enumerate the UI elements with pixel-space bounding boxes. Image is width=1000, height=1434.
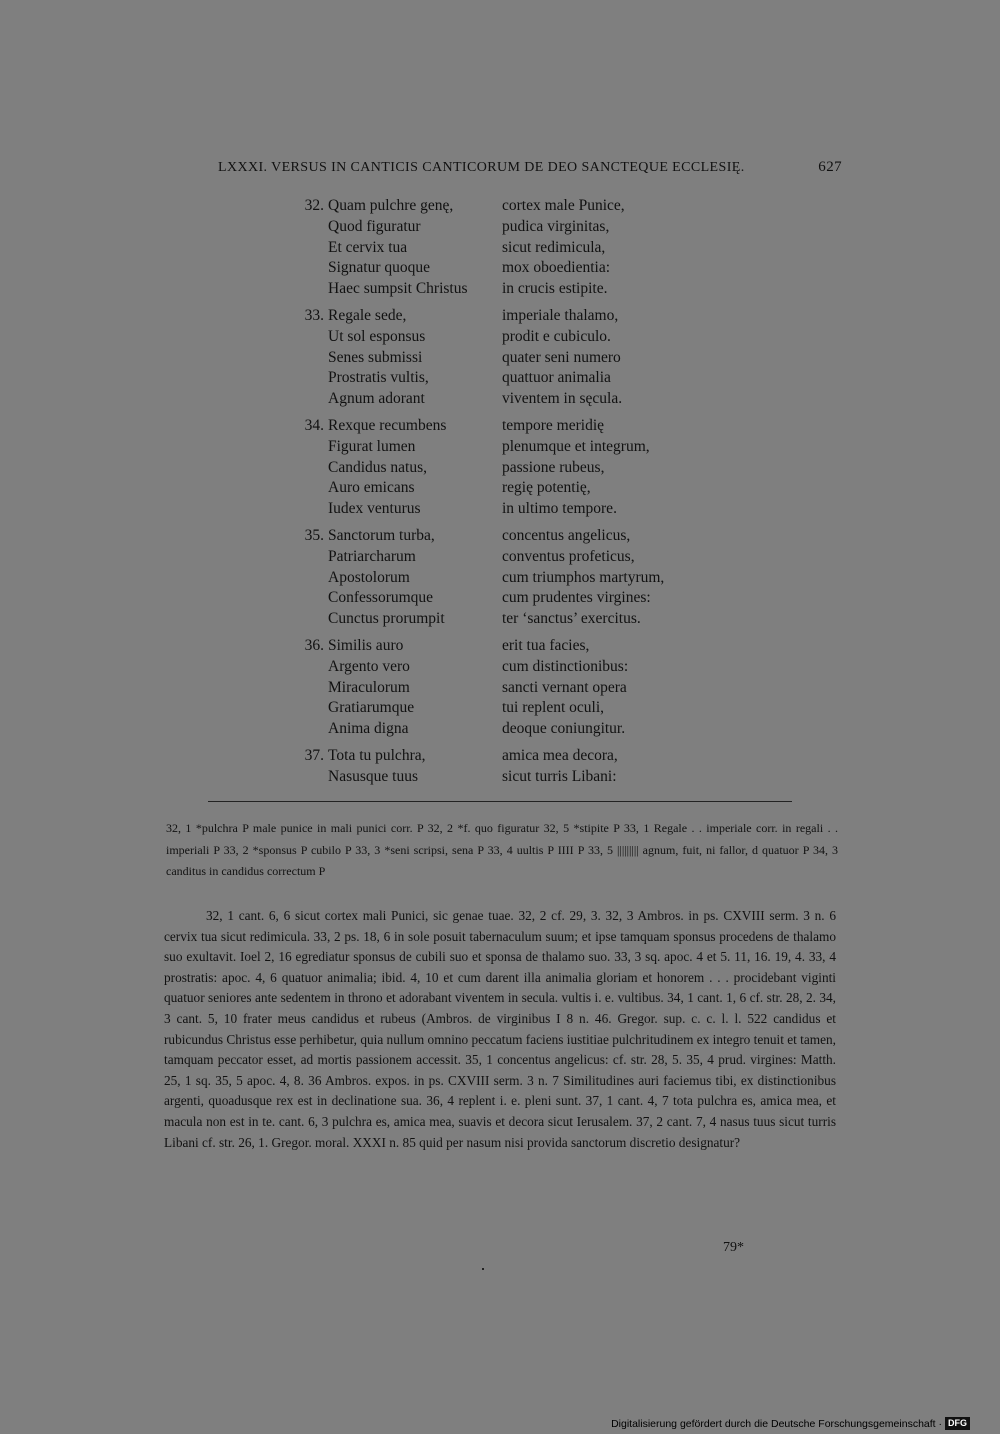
verse-left-half: Patriarcharum xyxy=(328,547,416,565)
verse-right-half: prodit e cubiculo. xyxy=(502,327,611,345)
stanza-number xyxy=(292,547,328,568)
verse-stanzas xyxy=(292,196,732,794)
verse-right-half: regię potentię, xyxy=(502,479,591,497)
verse-line xyxy=(292,238,732,259)
stanza-number xyxy=(292,368,328,389)
header-title: LXXXI. VERSUS IN CANTICIS CANTICORUM DE DEO SANCTEQUE ECCLESIĘ. xyxy=(218,160,745,175)
verse-left-half: Cunctus prorumpit xyxy=(328,610,445,628)
verse-right-half: cum triumphos martyrum, xyxy=(502,568,665,586)
verse-line xyxy=(292,389,732,410)
stanza xyxy=(292,416,732,520)
verse-left-half: Signatur quoque xyxy=(328,259,431,277)
stanza-number: 37. xyxy=(304,746,324,764)
verse-left-half: Regale sede, xyxy=(328,306,407,324)
verse-right-half: tui replent oculi, xyxy=(502,699,605,717)
dfg-logo: DFG xyxy=(945,1417,970,1430)
stanza-number xyxy=(292,678,328,699)
stanza-number xyxy=(292,478,328,499)
verse-line xyxy=(292,746,732,767)
stanza-number xyxy=(292,609,328,630)
stanza-number xyxy=(292,458,328,479)
verse-line xyxy=(292,719,732,740)
verse-right-half: plenumque et integrum, xyxy=(502,437,650,455)
verse-left-half: Similis auro xyxy=(328,636,404,654)
stanza-number xyxy=(292,437,328,458)
commentary-notes: 32, 1 cant. 6, 6 sicut cortex mali Punici, sic genae tuae. 32, 2 cf. 29, 3. 32, 3 Ambros. in ps. CXVIII serm. 3 n. 6 cervix tua sicut redimicula. 33, 2 ps. 18, 6 in sole posuit tabernaculum suum; et ipse tamquam sponsus procedens de thalamo suo exultavit. Ioel 2, 16 egrediatur sponsus de cubili suo et sponsa de thalamo suo. 33, 3 sq. apoc. 4 et 5. 11, 16. 19, 4. 33, 4 prostratis: apoc. 4, 6 quatuor animalia; ibid. 4, 10 et cum darent illa animalia gloriam et honorem . . . procidebant viginti quatuor seniores ante sedentem in throno et adorabant viventem in secula. vultis i. e. vultibus. 34, 1 cant. 1, 6 cf. str. 28, 2. 34, 3 cant. 5, 10 frater meus candidus et rubeus (Ambros. de virginibus I 8 n. 46. Gregor. sup. c. c. l. l. 522 candidus et rubicundus Christus esse perhibetur, quia nullum omnino peccatum faciens iustitiae pulchritudinem ex integro tenuit et tamen, tamquam peccator esset, ad mortis passionem accessit. 35, 1 concentus angelicus: cf. str. 28, 5. 35, 4 prud. virgines: Matth. 25, 1 sq. 35, 5 apoc. 4, 8. 36 Ambros. expos. in ps. CXVIII serm. 3 n. 7 Similitudines auri faciemus tibi, ex distinctionibus argenti, quoadusque rex est in declinatione sua. 36, 4 replent i. e. pleni sunt. 37, 1 cant. 4, 7 tota pulchra es, amica mea, et macula non est in te. cant. 6, 3 pulchra es, amica mea, suavis et decora sicut Ierusalem. 37, 2 cant. 7, 4 nasus tuus sicut turris Libani cf. str. 26, 1. Gregor. moral. XXXI n. 85 quid per nasum nisi provida sanctorum discretio designatur? xyxy=(164,908,836,1150)
stanza-number xyxy=(292,238,328,259)
verse-line xyxy=(292,306,732,327)
verse-line xyxy=(292,196,732,217)
stanza-number xyxy=(292,389,328,410)
stanza-number xyxy=(292,279,328,300)
verse-line xyxy=(292,348,732,369)
verse-line xyxy=(292,217,732,238)
verse-left-half: Quod figuratur xyxy=(328,217,421,235)
verse-line xyxy=(292,368,732,389)
verse-right-half: pudica virginitas, xyxy=(502,217,610,235)
stanza-number xyxy=(292,348,328,369)
stanza xyxy=(292,526,732,630)
verse-right-half: in crucis estipite. xyxy=(502,280,608,298)
verse-left-half: Iudex venturus xyxy=(328,500,421,518)
ink-speck xyxy=(482,1268,484,1270)
verse-left-half: Tota tu pulchra, xyxy=(328,746,426,764)
verse-right-half: mox oboedientia: xyxy=(502,259,611,277)
verse-line xyxy=(292,478,732,499)
verse-line xyxy=(292,258,732,279)
verse-right-half: cum prudentes virgines: xyxy=(502,589,651,607)
verse-line xyxy=(292,547,732,568)
verse-right-half: in ultimo tempore. xyxy=(502,500,617,518)
verse-left-half: Argento vero xyxy=(328,657,410,675)
verse-left-half: Gratiarumque xyxy=(328,699,415,717)
verse-right-half: cortex male Punice, xyxy=(502,197,625,214)
verse-right-half: sicut redimicula, xyxy=(502,238,606,256)
verse-left-half: Auro emicans xyxy=(328,479,415,497)
footer-credit: Digitalisierung gefördert durch die Deutsche Forschungsgemeinschaft · xyxy=(611,1417,942,1430)
verse-right-half: tempore meridię xyxy=(502,416,604,434)
stanza-number xyxy=(292,588,328,609)
page-number: 627 xyxy=(818,159,842,175)
verse-line xyxy=(292,568,732,589)
stanza-number: 35. xyxy=(304,526,324,544)
stanza-number xyxy=(292,327,328,348)
verse-left-half: Apostolorum xyxy=(328,568,410,586)
verse-right-half: amica mea decora, xyxy=(502,746,618,764)
verse-line xyxy=(292,526,732,547)
verse-right-half: imperiale thalamo, xyxy=(502,306,619,324)
verse-left-half: Prostratis vultis, xyxy=(328,369,429,387)
verse-left-half: Nasusque tuus xyxy=(328,767,418,785)
verse-right-half: erit tua facies, xyxy=(502,636,590,654)
verse-left-half: Figurat lumen xyxy=(328,437,416,455)
verse-line xyxy=(292,588,732,609)
digitization-footer xyxy=(611,1417,970,1430)
verse-right-half: sicut turris Libani: xyxy=(502,767,617,785)
verse-left-half: Confessorumque xyxy=(328,589,434,607)
verse-right-half: concentus angelicus, xyxy=(502,526,631,544)
verse-left-half: Agnum adorant xyxy=(328,390,425,408)
stanza xyxy=(292,746,732,788)
verse-right-half: conventus profeticus, xyxy=(502,547,635,565)
verse-right-half: quattuor animalia xyxy=(502,369,611,387)
verse-line xyxy=(292,279,732,300)
stanza-number xyxy=(292,698,328,719)
verse-right-half: passione rubeus, xyxy=(502,458,605,476)
verse-left-half: Miraculorum xyxy=(328,678,410,696)
running-header xyxy=(218,160,842,176)
verse-line xyxy=(292,499,732,520)
stanza-number: 33. xyxy=(304,306,324,324)
signature-mark: 79* xyxy=(723,1240,744,1255)
verse-line xyxy=(292,437,732,458)
stanza xyxy=(292,196,732,300)
verse-line xyxy=(292,636,732,657)
stanza-number: 36. xyxy=(304,636,324,654)
stanza xyxy=(292,636,732,740)
verse-left-half: Ut sol esponsus xyxy=(328,327,426,345)
verse-left-half: Candidus natus, xyxy=(328,458,428,476)
verse-line xyxy=(292,416,732,437)
stanza-number xyxy=(292,767,328,788)
verse-right-half: deoque coniungitur. xyxy=(502,720,626,738)
verse-left-half: Haec sumpsit Christus xyxy=(328,280,468,298)
verse-line xyxy=(292,698,732,719)
verse-line xyxy=(292,609,732,630)
verse-line xyxy=(292,657,732,678)
stanza-number xyxy=(292,499,328,520)
verse-right-half: cum distinctionibus: xyxy=(502,657,629,675)
verse-left-half: Quam pulchre genę, xyxy=(328,197,454,214)
verse-left-half: Anima digna xyxy=(328,720,409,738)
stanza-number xyxy=(292,568,328,589)
stanza-number: 32. xyxy=(304,197,324,214)
verse-line xyxy=(292,327,732,348)
verse-right-half: ter ‘sanctus’ exercitus. xyxy=(502,610,641,628)
verse-right-half: sancti vernant opera xyxy=(502,678,627,696)
verse-left-half: Senes submissi xyxy=(328,348,423,366)
verse-line xyxy=(292,767,732,788)
verse-right-half: viventem in sęcula. xyxy=(502,390,623,408)
footnote-rule xyxy=(208,801,792,802)
stanza xyxy=(292,306,732,410)
verse-right-half: quater seni numero xyxy=(502,348,621,366)
verse-left-half: Rexque recumbens xyxy=(328,416,447,434)
stanza-number xyxy=(292,258,328,279)
verse-line xyxy=(292,678,732,699)
verse-left-half: Et cervix tua xyxy=(328,238,408,256)
stanza-number: 34. xyxy=(304,416,324,434)
verse-left-half: Sanctorum turba, xyxy=(328,526,435,544)
critical-apparatus: 32, 1 *pulchra P male punice in mali punici corr. P 32, 2 *f. quo figuratur 32, 5 *stipite P 33, 1 Regale . . imperiale corr. in regali . . imperiali P 33, 2 *sponsus P cubilo P 33, 3 *seni scripsi, sena P 33, 4 uultis P IIII P 33, 5 ||||||||| agnum, fuit, ni fallor, d quatuor P 34, 3 canditus in candidus correctum P xyxy=(166,821,838,878)
stanza-number xyxy=(292,657,328,678)
stanza-number xyxy=(292,217,328,238)
stanza-number xyxy=(292,719,328,740)
verse-line xyxy=(292,458,732,479)
